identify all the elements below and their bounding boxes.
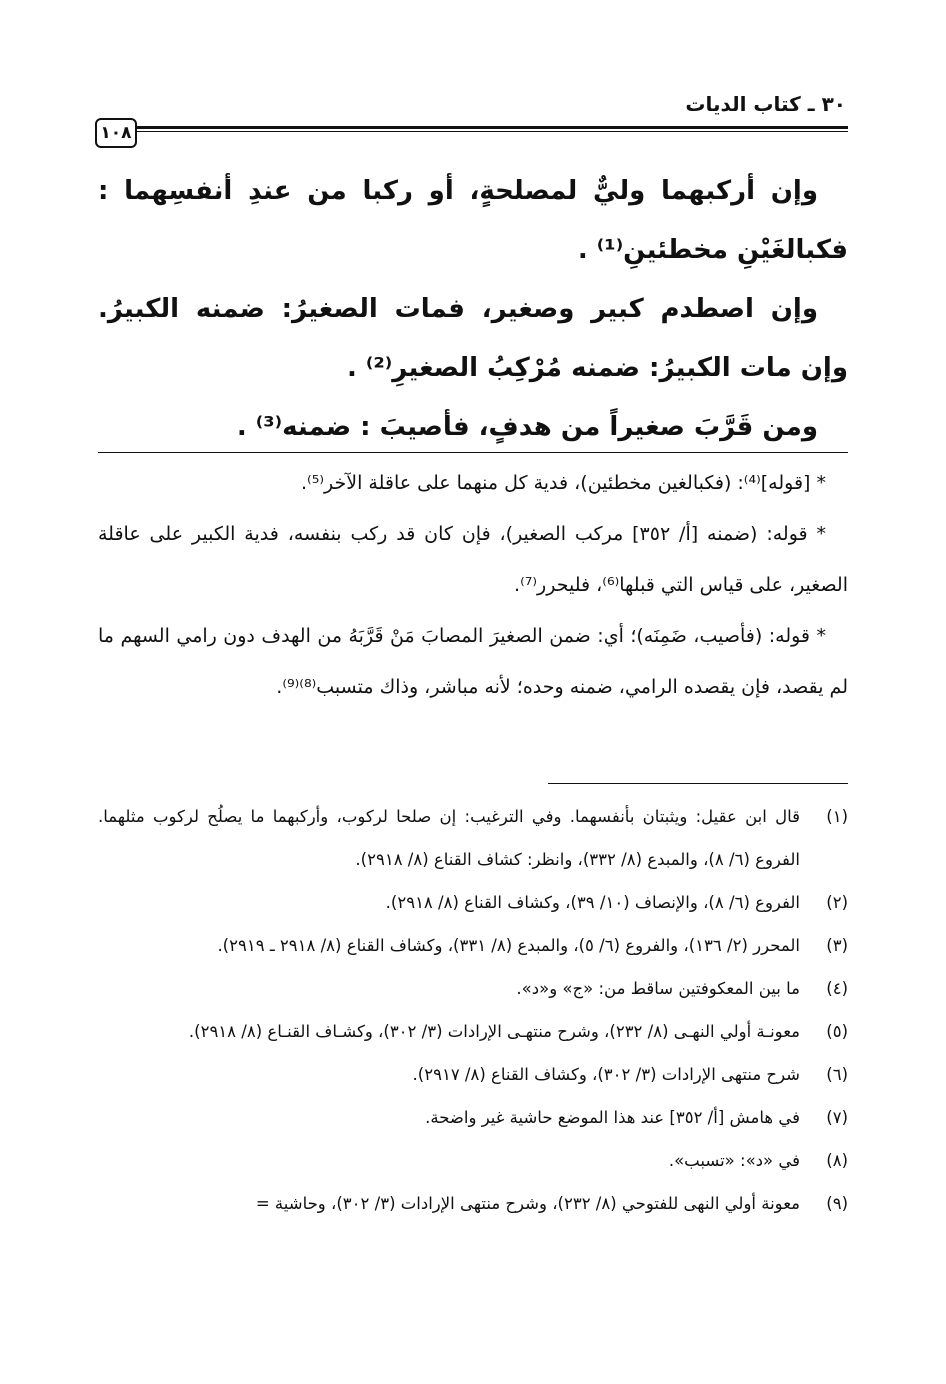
main-paragraph-2: وإن اصطدم كبير وصغير، فمات الصغيرُ: ضمنه الكبيرُ. وإن مات الكبيرُ: ضمنه مُرْكِبُ الصغيرِ⁽²⁾ . bbox=[98, 294, 848, 383]
footnote-text: قال ابن عقيل: ويثبتان بأنفسهما. وفي الترغيب: إن صلحا لركوب، وأركبهما ما يصلُح لركوب مثلهما. الفروع (٦/ ٨)، والمبدع (٨/ ٣٣٢)، وانظر: كشاف القناع (٨/ ٢٩١٨). bbox=[98, 807, 800, 869]
main-paragraph-1: وإن أركبهما وليٌّ لمصلحةٍ، أو ركبا من عندِ أنفسِهما : فكبالغَيْنِ مخطئينِ⁽¹⁾ . bbox=[98, 176, 848, 265]
footnote-number: (٣) bbox=[826, 936, 848, 955]
footnote-number: (٩) bbox=[826, 1194, 848, 1213]
footnote-text: معونـة أولي النهـى (٨/ ٢٣٢)، وشرح منتهـى الإرادات (٣/ ٣٠٢)، وكشـاف القنـاع (٨/ ٢٩١٨). bbox=[188, 1022, 800, 1041]
commentary-section bbox=[98, 458, 848, 713]
footnote-divider bbox=[548, 783, 848, 784]
footnote-number: (٢) bbox=[826, 893, 848, 912]
footnote-text: في «د»: «تسبب». bbox=[668, 1151, 800, 1170]
footnote-number: (٤) bbox=[826, 979, 848, 998]
header-rule-thin bbox=[135, 131, 848, 132]
footnote-text: المحرر (٢/ ١٣٦)، والفروع (٦/ ٥)، والمبدع (٨/ ٣٣١)، وكشاف القناع (٨/ ٢٩١٨ ـ ٢٩١٩). bbox=[217, 936, 800, 955]
footnote-8 bbox=[98, 1139, 848, 1182]
footnote-text: في هامش [أ/ ٣٥٢] عند هذا الموضع حاشية غير واضحة. bbox=[425, 1108, 800, 1127]
page-number-box: ١٠٨ bbox=[95, 118, 137, 148]
running-title: ٣٠ ـ كتاب الديات bbox=[685, 92, 846, 116]
footnote-9 bbox=[98, 1182, 848, 1225]
commentary-paragraph-3: * قوله: (فأصيب، ضَمِنَه)؛ أي: ضمن الصغيرَ المصابَ مَنْ قَرَّبَهُ من الهدف دون رامي السهم ما لم يقصد، فإن يقصده الرامي، ضمنه وحده؛ لأنه مباشر، وذاك متسبب⁽⁸⁾⁽⁹⁾. bbox=[98, 625, 848, 698]
footnote-text: شرح منتهى الإرادات (٣/ ٣٠٢)، وكشاف القناع (٨/ ٢٩١٧). bbox=[412, 1065, 800, 1084]
footnote-number: (٥) bbox=[826, 1022, 848, 1041]
footnote-text: ما بين المعكوفتين ساقط من: «ج» و«د». bbox=[516, 979, 800, 998]
commentary-paragraph-1: * [قوله]⁽⁴⁾: (فكبالغين مخطئين)، فدية كل منهما على عاقلة الآخر⁽⁵⁾. bbox=[301, 472, 826, 494]
commentary-paragraph-2: * قوله: (ضمنه [أ/ ٣٥٢] مركب الصغير)، فإن كان قد ركب بنفسه، فدية الكبير على عاقلة الصغير، على قياس التي قبلها⁽⁶⁾، فليحرر⁽⁷⁾. bbox=[98, 523, 848, 596]
main-text bbox=[98, 162, 848, 457]
footnotes-section bbox=[98, 795, 848, 1225]
footnote-text: معونة أولي النهى للفتوحي (٨/ ٢٣٢)، وشرح منتهى الإرادات (٣/ ٣٠٢)، وحاشية = bbox=[255, 1194, 800, 1213]
footnote-2 bbox=[98, 881, 848, 924]
footnote-number: (٦) bbox=[826, 1065, 848, 1084]
footnote-3 bbox=[98, 924, 848, 967]
footnote-number: (٧) bbox=[826, 1108, 848, 1127]
header-rule-thick bbox=[135, 126, 848, 129]
footnote-4 bbox=[98, 967, 848, 1010]
footnote-6 bbox=[98, 1053, 848, 1096]
footnote-5 bbox=[98, 1010, 848, 1053]
footnote-1 bbox=[98, 795, 848, 881]
footnote-7 bbox=[98, 1096, 848, 1139]
main-paragraph-3: ومن قَرَّبَ صغيراً من هدفٍ، فأصيبَ : ضمنه⁽³⁾ . bbox=[236, 412, 818, 442]
footnote-number: (٨) bbox=[826, 1151, 848, 1170]
footnote-number: (١) bbox=[826, 807, 848, 826]
footnote-text: الفروع (٦/ ٨)، والإنصاف (١٠/ ٣٩)، وكشاف القناع (٨/ ٢٩١٨). bbox=[385, 893, 800, 912]
commentary-divider bbox=[98, 452, 848, 453]
